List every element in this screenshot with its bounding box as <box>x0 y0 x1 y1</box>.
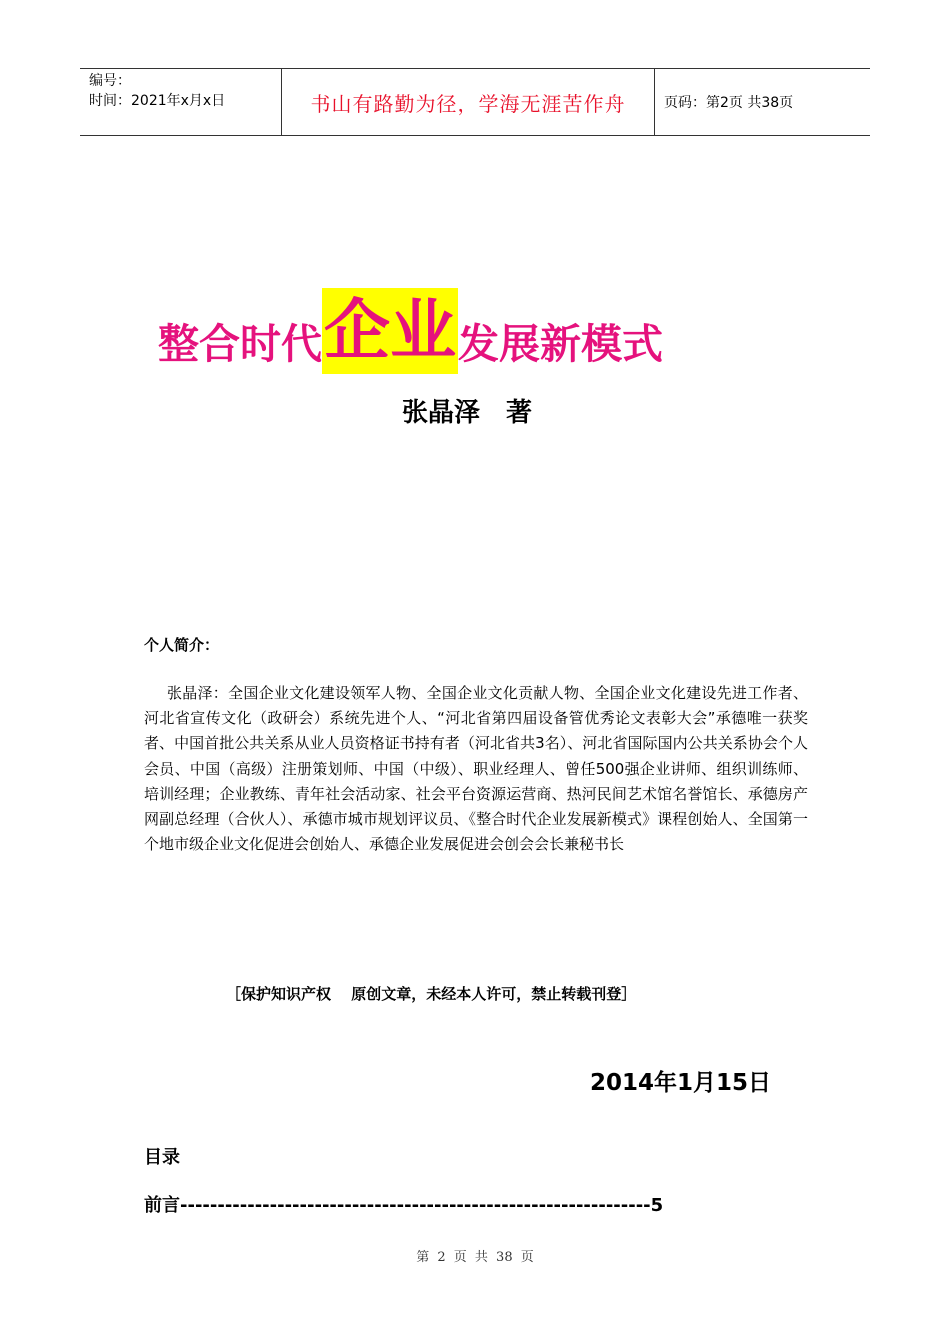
toc-entry-label: 前言 <box>144 1195 180 1216</box>
title-part-2: 发展新模式 <box>458 320 663 368</box>
document-title <box>158 288 663 374</box>
intro-heading: 个人简介： <box>144 636 220 654</box>
document-date: 2014年1月15日 <box>590 1070 772 1096</box>
title-part-1: 整合时代 <box>158 320 322 368</box>
page-footer: 第 2 页 共 38 页 <box>416 1250 534 1265</box>
header-page-label: 页码：第2页 共38页 <box>664 95 794 111</box>
toc-heading: 目录 <box>144 1147 180 1168</box>
header-number-label: 编号： <box>89 73 131 89</box>
header-motto: 书山有路勤为径，学海无涯苦作舟 <box>282 69 655 135</box>
toc-entry[interactable] <box>144 1191 663 1217</box>
header-time-label: 时间：2021年x月x日 <box>89 93 226 109</box>
title-highlight: 企业 <box>322 288 458 374</box>
header-meta-cell <box>80 69 282 135</box>
intro-body: 张晶泽：全国企业文化建设领军人物、全国企业文化贡献人物、全国企业文化建设先进工作者、河北省宣传文化（政研会）系统先进个人、“河北省第四届设备管优秀论文表彰大会”承德唯一获奖者、中国首批公共关系从业人员资格证书持有者（河北省共3名）、河北省国际国内公共关系协会个人会员、中国（高级）注册策划师、中国（中级）、职业经理人、曾任500强企业讲师、组织训练师、培训经理；企业教练、青年社会活动家、社会平台资源运营商、热河民间艺术馆名誉馆长、承德房产网副总经理（合伙人）、承德市城市规划评议员、《整合时代企业发展新模式》课程创始人、全国第一个地市级企业文化促进会创始人、承德企业发展促进会创会会长兼秘书长 <box>144 684 808 854</box>
author-line: 张晶泽 著 <box>402 398 533 428</box>
page-header <box>80 68 870 136</box>
toc-entry-page: 5 <box>650 1195 664 1216</box>
toc-entry-leader: --------------------------------------------------------------- <box>180 1195 651 1216</box>
copyright-notice: ［保护知识产权 原创文章，未经本人许可，禁止转载刊登］ <box>226 985 637 1003</box>
